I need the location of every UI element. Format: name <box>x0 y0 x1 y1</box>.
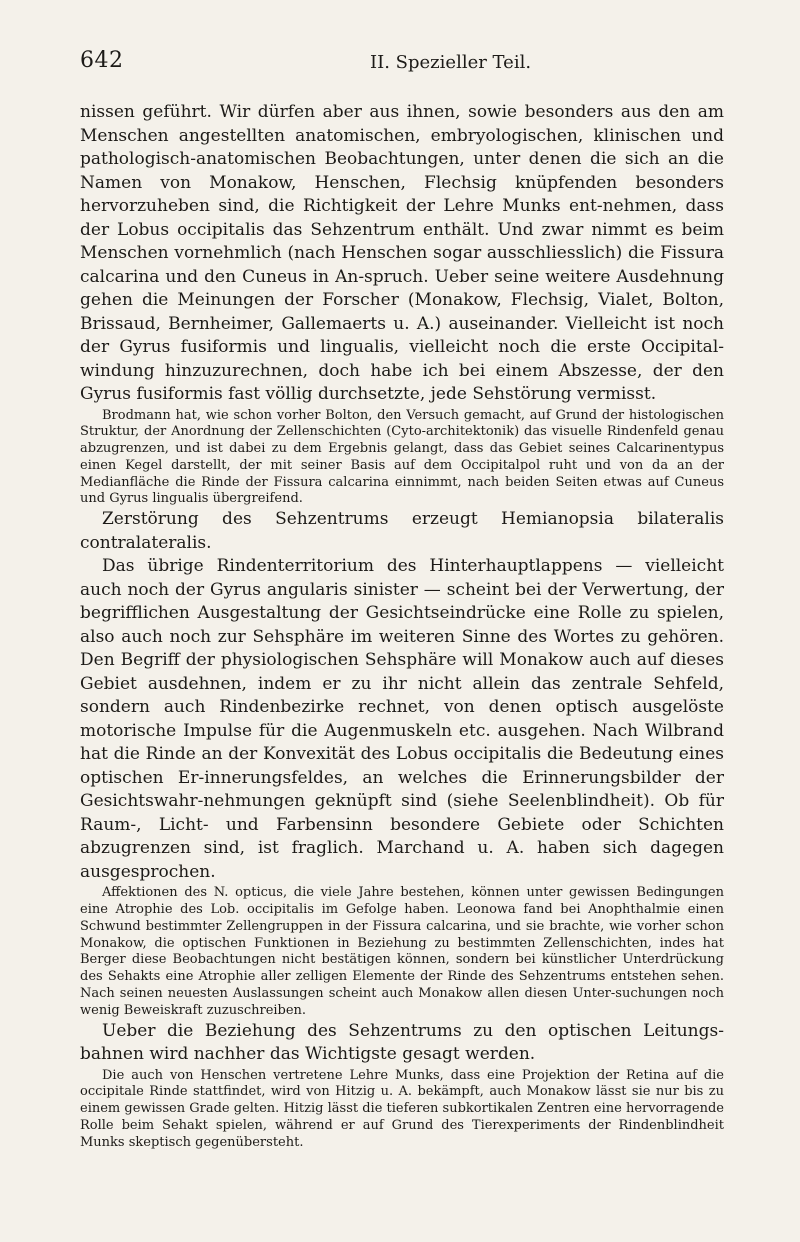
page-header <box>80 48 720 88</box>
note-affektionen: Affektionen des N. opticus, die viele Jahre bestehen, können unter gewissen Bedingungen eine Atrophie des Lob. occipitalis im Gefolge haben. Leonowa fand bei Anophthalmie einen Schwund bestimmter Zellengruppen in der Fissura calcarina, und sie brachte, wie vorher schon Monakow, die optischen Funktionen in Beziehung zu bestimmten Zellenschichten, indes hat Berger diese Beobachtungen nicht bestätigen können, sondern bei künstlicher Unterdrückung des Sehakts eine Atrophie aller zelligen Elemente der Rinde des Sehzentrums entstehen sehen. Nach seinen neuesten Auslassungen scheint auch Monakow allen diesen Unter-suchungen noch wenig Beweiskraft zuzuschreiben. <box>80 885 724 1018</box>
note-projektion: Die auch von Henschen vertretene Lehre Munks, dass eine Projektion der Retina auf die occipitale Rinde stattfindet, wird von Hitzig u. A. bekämpft, auch Monakow lässt sie nur bis zu einem gewissen Grade gelten. Hitzig lässt die tieferen subkortikalen Zentren eine hervorragende Rolle beim Sehakt spielen, während er auf Grund des Tierexperiments der Rindenblindheit Munks skeptisch gegenübersteht. <box>80 1067 724 1150</box>
paragraph-leitungsbahnen: Ueber die Beziehung des Sehzentrums zu den optischen Leitungs-bahnen wird nachher das Wichtigste gesagt werden. <box>80 1020 724 1065</box>
paragraph-sehzentrum: nissen geführt. Wir dürfen aber aus ihnen, sowie besonders aus den am Menschen angestellten anatomischen, embryologischen, klinischen und pathologisch-anatomischen Beobachtungen, unter denen die sich an die Namen von Monakow, Henschen, Flechsig knüpfenden besonders hervorzuheben sind, die Richtigkeit der Lehre Munks ent-nehmen, dass der Lobus occipitalis das Sehzentrum enthält. Und zwar nimmt es beim Menschen vornehmlich (nach Henschen sogar ausschliesslich) die Fissura calcarina und den Cuneus in An-spruch. Ueber seine weitere Ausdehnung gehen die Meinungen der Forscher (Monakow, Flechsig, Vialet, Bolton, Brissaud, Bernheimer, Gallemaerts u. A.) auseinander. Vielleicht ist noch der Gyrus fusiformis und lingualis, vielleicht noch die erste Occipital-windung hinzuzurechnen, doch habe ich bei einem Abszesse, der den Gyrus fusiformis fast völlig durchsetzte, jede Sehstörung vermisst. <box>80 102 724 404</box>
note-brodmann: Brodmann hat, wie schon vorher Bolton, den Versuch gemacht, auf Grund der histologischen Struktur, der Anordnung der Zellenschichten (Cyto-architektonik) das visuelle Rindenfeld genau abzugrenzen, und ist dabei zu dem Ergebnis gelangt, dass das Gebiet seines Calcarinentypus einen Kegel darstellt, der mit seiner Basis auf dem Occipitalpol ruht und von da an der Medianfläche die Rinde der Fissura calcarina einnimmt, nach beiden Seiten etwas auf Cuneus und Gyrus lingualis übergreifend. <box>80 407 724 507</box>
page-number: 642 <box>80 48 124 73</box>
paragraph-zerstoerung: Zerstörung des Sehzentrums erzeugt Hemianopsia bilateralis contralateralis. <box>80 509 724 553</box>
running-head: II. Spezieller Teil. <box>370 52 532 73</box>
page-body <box>80 101 724 1152</box>
paragraph-rindenterritorium: Das übrige Rindenterritorium des Hinterhauptlappens — vielleicht auch noch der Gyrus angularis sinister — scheint bei der Verwertung, der begrifflichen Ausgestaltung der Gesichtseindrücke eine Rolle zu spielen, also auch noch zur Sehsphäre im weiteren Sinne des Wortes zu gehören. Den Begriff der physiologischen Sehsphäre will Monakow auch auf dieses Gebiet ausdehnen, indem er zu ihr nicht allein das zentrale Sehfeld, sondern auch Rindenbezirke rechnet, von denen optisch ausgelöste motorische Impulse für die Augenmuskeln etc. ausgehen. Nach Wilbrand hat die Rinde an der Konvexität des Lobus occipitalis die Bedeutung eines optischen Er-innerungsfeldes, an welches die Erinnerungsbilder der Gesichtswahr-nehmungen geknüpft sind (siehe Seelenblindheit). Ob für Raum-, Licht- und Farbensinn besondere Gebiete oder Schichten abzugrenzen sind, ist fraglich. Marchand u. A. haben sich dagegen ausgesprochen. <box>80 556 724 882</box>
